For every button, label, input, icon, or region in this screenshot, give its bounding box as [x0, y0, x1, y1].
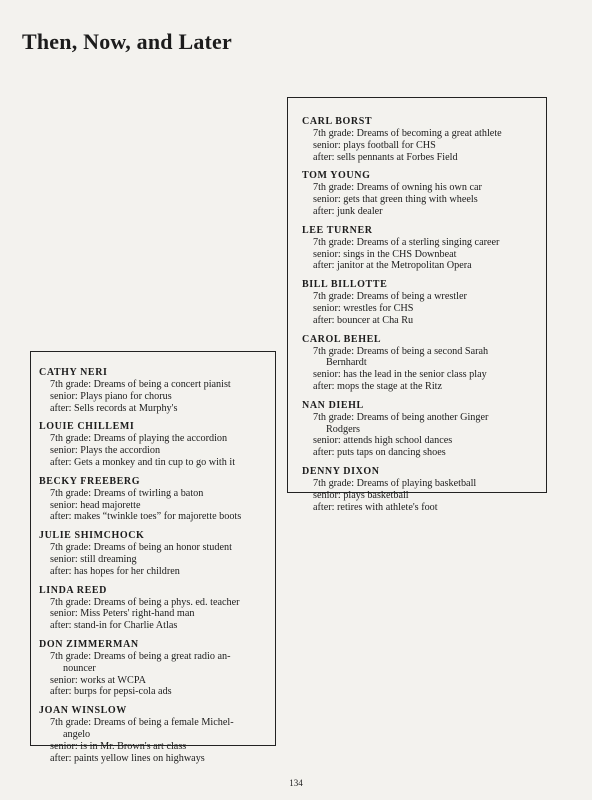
senior-line: senior: plays football for CHS — [313, 139, 436, 151]
after-line: after: burps for pepsi-cola ads — [50, 686, 172, 698]
entry-name: NAN DIEHL — [302, 399, 364, 411]
seventh-grade-line: 7th grade: Dreams of becoming a great athlete — [313, 128, 502, 139]
entry-linda-reed — [39, 584, 269, 632]
entry-bill-billotte — [302, 278, 538, 326]
after-line: after: bouncer at Cha Ru — [313, 314, 414, 326]
entry-denny-dixon — [302, 465, 538, 513]
senior-line: senior: still dreaming — [50, 553, 137, 565]
entry-cathy-neri — [39, 366, 269, 414]
seventh-grade-line: 7th grade: Dreams of being an honor student — [50, 542, 232, 554]
after-line: after: sells pennants at Forbes Field — [313, 151, 458, 163]
continuation-line: angelo — [63, 728, 91, 740]
senior-line: senior: head majorette — [50, 499, 141, 511]
after-line: after: has hopes for her children — [50, 565, 180, 577]
seventh-grade-line: 7th grade: Dreams of twirling a baton — [50, 487, 204, 499]
entry-carol-behel — [302, 333, 538, 393]
entry-carl-borst — [302, 115, 538, 163]
continuation-line: nouncer — [63, 662, 96, 674]
entry-lee-turner — [302, 224, 538, 272]
after-line: after: mops the stage at the Ritz — [313, 380, 443, 392]
entry-name: JULIE SHIMCHOCK — [39, 530, 145, 542]
entry-name: DENNY DIXON — [302, 465, 380, 477]
seventh-grade-line: 7th grade: Dreams of being another Ginger — [313, 411, 489, 423]
seventh-grade-line: 7th grade: Dreams of being a wrestler — [313, 291, 467, 303]
entry-name: CATHY NERI — [39, 367, 108, 378]
entry-name: TOM YOUNG — [302, 170, 371, 182]
seventh-grade-line: 7th grade: Dreams of being a second Sarah — [313, 345, 489, 357]
senior-line: senior: Plays the accordion — [50, 445, 161, 457]
entry-don-zimmerman — [39, 638, 269, 698]
entry-louie-chillemi — [39, 420, 269, 468]
seventh-grade-line: 7th grade: Dreams of being a great radio an- — [50, 650, 231, 662]
entry-joan-winslow — [39, 704, 269, 764]
entry-nan-diehl — [302, 399, 538, 459]
senior-line: senior: Miss Peters' right-hand man — [50, 608, 195, 620]
after-line: after: paints yellow lines on highways — [50, 752, 205, 764]
entry-name: CARL BORST — [302, 116, 373, 127]
seventh-grade-line: 7th grade: Dreams of owning his own car — [313, 182, 482, 194]
entry-julie-shimchock — [39, 529, 269, 577]
senior-line: senior: attends high school dances — [313, 435, 453, 447]
after-line: after: retires with athlete's foot — [313, 501, 438, 513]
seventh-grade-line: 7th grade: Dreams of playing basketball — [313, 477, 477, 489]
left-box — [30, 351, 276, 764]
page-number: 134 — [289, 778, 303, 788]
entry-becky-freeberg — [39, 475, 269, 523]
page-title: Then, Now, and Later — [22, 29, 232, 54]
entry-name: DON ZIMMERMAN — [39, 638, 139, 650]
senior-line: senior: gets that green thing with wheels — [313, 194, 478, 206]
continuation-line: Bernhardt — [326, 357, 367, 369]
after-line: after: makes “twinkle toes” for majorette boots — [50, 511, 242, 523]
seventh-grade-line: 7th grade: Dreams of playing the accordion — [50, 433, 228, 445]
continuation-line: Rodgers — [326, 423, 360, 435]
right-box — [287, 97, 547, 513]
entry-name: JOAN WINSLOW — [39, 705, 127, 717]
entry-name: LEE TURNER — [302, 224, 373, 236]
senior-line: senior: Plays piano for chorus — [50, 390, 172, 402]
entry-name: CAROL BEHEL — [302, 333, 382, 345]
senior-line: senior: plays basketball — [313, 489, 409, 501]
senior-line: senior: is in Mr. Brown's art class — [50, 740, 187, 752]
senior-line: senior: wrestles for CHS — [313, 302, 414, 314]
after-line: after: junk dealer — [313, 205, 383, 217]
seventh-grade-line: 7th grade: Dreams of being a concert pianist — [50, 379, 231, 390]
seventh-grade-line: 7th grade: Dreams of being a female Michel- — [50, 717, 234, 729]
seventh-grade-line: 7th grade: Dreams of a sterling singing career — [313, 236, 500, 248]
seventh-grade-line: 7th grade: Dreams of being a phys. ed. teacher — [50, 596, 240, 608]
senior-line: senior: works at WCPA — [50, 674, 146, 686]
entry-name: LINDA REED — [39, 584, 107, 596]
entry-tom-young — [302, 169, 538, 217]
after-line: after: puts taps on dancing shoes — [313, 447, 446, 459]
entry-name: LOUIE CHILLEMI — [39, 421, 135, 433]
after-line: after: stand-in for Charlie Atlas — [50, 620, 178, 632]
after-line: after: Sells records at Murphy's — [50, 402, 178, 414]
entry-name: BILL BILLOTTE — [302, 279, 388, 291]
after-line: after: Gets a monkey and tin cup to go with it — [50, 456, 236, 468]
after-line: after: janitor at the Metropolitan Opera — [313, 260, 472, 272]
senior-line: senior: sings in the CHS Downbeat — [313, 248, 457, 260]
senior-line: senior: has the lead in the senior class play — [313, 369, 487, 381]
entry-name: BECKY FREEBERG — [39, 475, 141, 487]
